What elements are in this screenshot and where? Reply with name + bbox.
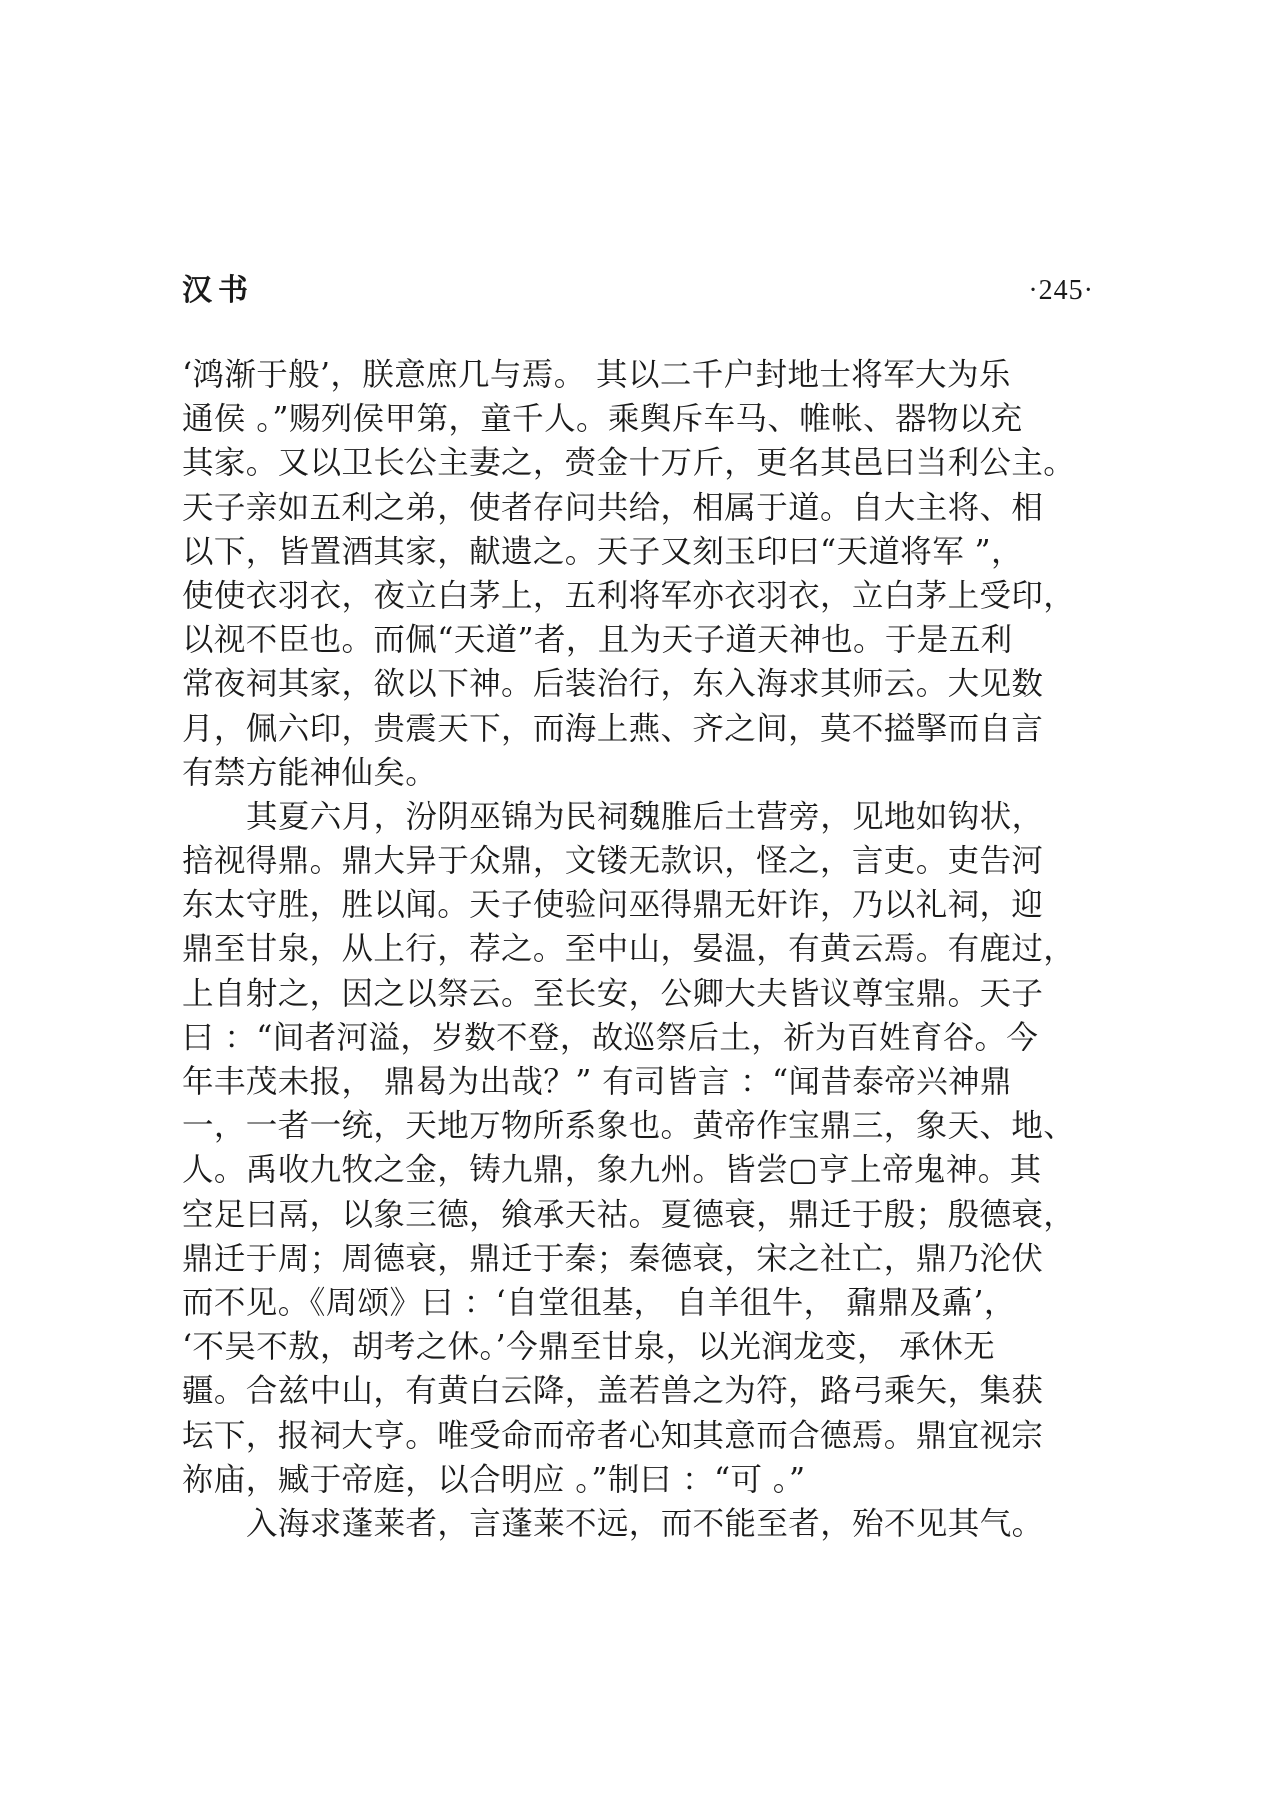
text-line: 以视不臣也。而佩“天道”者，且为天子道天神也。于是五利 [182, 622, 1013, 659]
text-line: 以下，皆置酒其家，献遗之。天子又刻玉印曰“天道将军 ”， [182, 533, 1023, 570]
text-line: 月，佩六印，贵震天下，而海上燕、齐之间，莫不搤掔而自言 [182, 710, 1044, 747]
text-line: 鼎迁于周；周德衰，鼎迁于秦；秦德衰，宋之社亡，鼎乃沦伏 [182, 1240, 1044, 1277]
text-line: 一，一者一统，天地万物所系象也。黄帝作宝鼎三，象天、地、 [182, 1108, 1076, 1145]
text-line: 曰 ：“间者河溢，岁数不登，故巡祭后土，祈为百姓育谷。今 [182, 1019, 1039, 1056]
text-line: 东太守胜，胜以闻。天子使验问巫得鼎无奸诈，乃以礼祠，迎 [182, 887, 1044, 924]
text-line: ‘鸿渐于般’，朕意庶几与焉。 其以二千户封地士将军大为乐 [182, 357, 1011, 393]
text-line: 常夜祠其家，欲以下神。后装治行，东入海求其师云。大见数 [182, 666, 1044, 703]
page-header [182, 268, 1094, 314]
text-line: 使使衣羽衣，夜立白茅上，五利将军亦衣羽衣，立白茅上受印， [182, 577, 1076, 614]
body-text [182, 353, 1094, 1546]
text-line: 上自射之，因之以祭云。至长安，公卿大夫皆议尊宝鼎。天子 [182, 975, 1044, 1012]
text-line: 其家。又以卫长公主妻之，赍金十万斤，更名其邑曰当利公主。 [182, 445, 1076, 482]
text-line: 空足曰鬲，以象三德，飨承天祜。夏德衰，鼎迁于殷；殷德衰， [182, 1196, 1076, 1233]
text-line: 坛下，报祠大亨。唯受命而帝者心知其意而合德焉。鼎宜视宗 [182, 1417, 1044, 1454]
text-line: 天子亲如五利之弟，使者存问共给，相属于道。自大主将、相 [182, 489, 1044, 526]
paragraph-first-line: 其夏六月，汾阴巫锦为民祠魏脽后土营旁，见地如钩状， [246, 798, 1044, 835]
text-line: 通侯 。”赐列侯甲第，童千人。乘舆斥车马、帷帐、器物以充 [182, 401, 1023, 438]
text-line: 年丰茂未报， 鼎曷为出哉？” 有司皆言 ：“闻昔泰帝兴神鼎 [182, 1064, 1012, 1100]
text-line: 鼎至甘泉，从上行，荐之。至中山，晏温，有黄云焉。有鹿过， [182, 931, 1076, 968]
text-line: 祢庙，臧于帝庭，以合明应 。”制曰 ：“可 。” [182, 1461, 806, 1498]
paragraph-first-line: 入海求蓬莱者，言蓬莱不远，而不能至者，殆不见其气。 [246, 1505, 1044, 1542]
text-line: 而不见。《周颂》曰 ：‘自堂徂基， 自羊徂牛， 鼐鼎及鼒’， [182, 1284, 1016, 1321]
text-line: 人。禹收九牧之金，铸九鼎，象九州。皆尝▢亨上帝鬼神。其 [182, 1152, 1042, 1189]
text-line: 有禁方能神仙矣。 [182, 754, 438, 791]
text-line: 掊视得鼎。鼎大异于众鼎，文镂无款识，怪之，言吏。吏告河 [182, 843, 1044, 880]
page-number: ·245· [1028, 275, 1094, 306]
text-line: ‘不吴不敖，胡考之休。’今鼎至甘泉，以光润龙变， 承休无 [182, 1329, 995, 1366]
text-line: 疆。合兹中山，有黄白云降，盖若兽之为符，路弓乘矢，集获 [182, 1373, 1044, 1410]
running-title: 汉书 [182, 273, 254, 308]
